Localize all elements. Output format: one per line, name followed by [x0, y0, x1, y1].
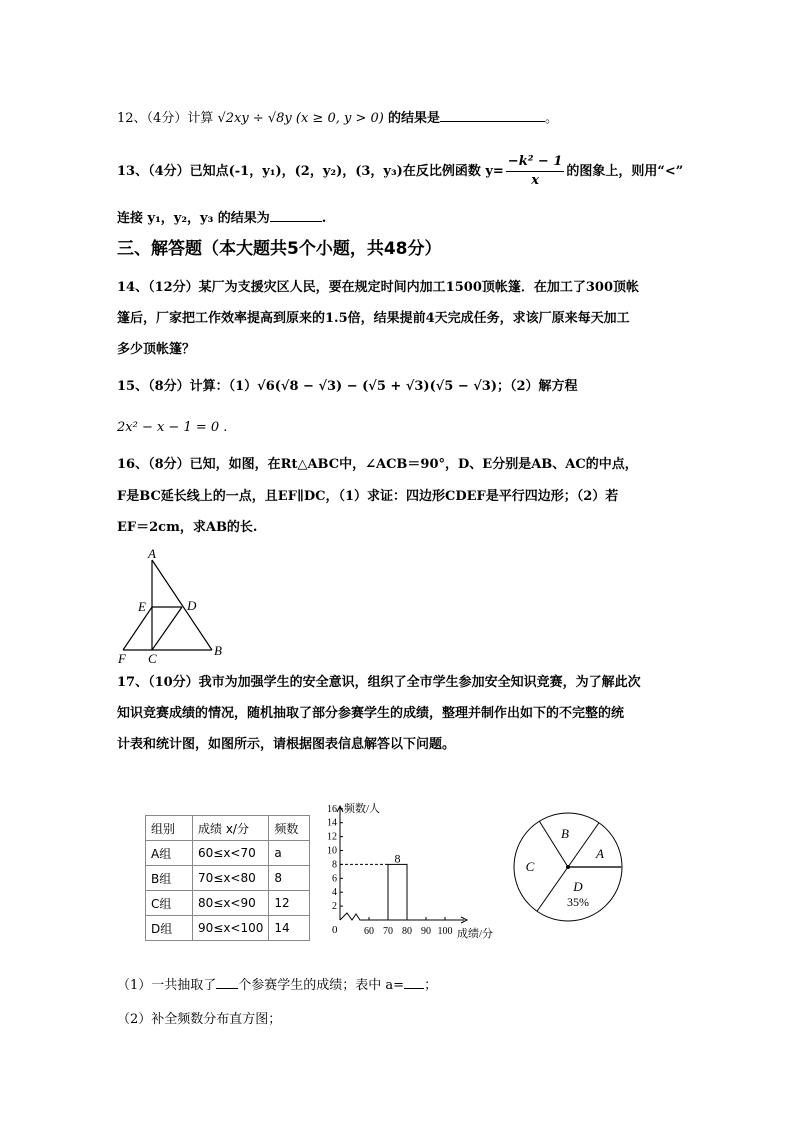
cell: 80≤x<90	[193, 891, 269, 916]
y-tick-label: 6	[332, 873, 337, 885]
question-15-line2: 2x² − x − 1 = 0 .	[117, 420, 228, 435]
y-tick-label: 4	[332, 887, 337, 899]
y-tick-label: 2	[332, 901, 337, 913]
cell: 90≤x<100	[193, 916, 269, 941]
cell: 12	[269, 891, 310, 916]
label-D: D	[187, 598, 197, 613]
x-tick-label: 80	[402, 926, 412, 937]
question-17-line1: 17、（10分）我市为加强学生的安全意识，组织了全市学生参加安全知识竞赛，为了解此次	[117, 675, 641, 690]
cell: B组	[146, 866, 193, 891]
x-axis-label: 成绩/分	[457, 928, 494, 940]
x-tick-label: 70	[383, 926, 393, 937]
label-A: A	[148, 546, 156, 561]
slice-label: D	[573, 879, 583, 894]
x-tick-label: 100	[437, 926, 453, 937]
q12-expression: √2xy ÷ √8y (x ≥ 0, y > 0)	[217, 111, 384, 126]
slice-percent: 35%	[567, 895, 589, 909]
cell: D组	[146, 916, 193, 941]
q13-suffix: 的图象上，则用“<”	[566, 164, 684, 179]
q13-prefix: 13、（4分）已知点(-1，y₁)，(2，y₂)，(3，y₃)在反比例函数 y=	[117, 164, 504, 179]
label-B: B	[214, 643, 222, 658]
label-C: C	[148, 651, 157, 666]
fraction-numerator: −k² − 1	[506, 153, 565, 172]
sub-question-1	[117, 976, 437, 995]
section-heading: 三、解答题（本大题共5个小题，共48分）	[117, 239, 442, 259]
y-tick-label: 12	[327, 831, 337, 843]
question-17-line3: 计表和统计图，如图所示，请根据图表信息解答以下问题。	[117, 737, 456, 752]
y-tick-label: 10	[327, 845, 337, 857]
answer-blank	[216, 976, 238, 989]
header-cell: 组别	[146, 816, 193, 841]
question-15-line1: 15、（8分）计算：（1）√6(√8 − √3) − (√5 + √3)(√5 − √3)；（2）解方程	[117, 379, 578, 394]
x-tick-label: 60	[364, 926, 374, 937]
cell: 14	[269, 916, 310, 941]
sub-question-2: （2）补全频数分布直方图；	[117, 1012, 282, 1027]
slice-label: C	[525, 859, 535, 874]
question-17-line2: 知识竞赛成绩的情况，随机抽取了部分参赛学生的成绩，整理并制作出如下的不完整的统	[117, 706, 625, 721]
sub1-text-a: （1）一共抽取了	[117, 978, 217, 993]
slice-label: B	[561, 826, 569, 841]
q13-end: .	[321, 211, 327, 226]
header-cell: 成绩 x/分	[193, 816, 269, 841]
q12-prefix: 12、（4分）计算	[117, 111, 214, 126]
label-F: F	[118, 651, 126, 666]
cell: 70≤x<80	[193, 866, 269, 891]
slice-label: A	[596, 846, 604, 861]
cell: 60≤x<70	[193, 841, 269, 866]
pie-center	[566, 865, 570, 869]
cell: A组	[146, 841, 193, 866]
question-16-line2: F是BC延长线上的一点，且EF∥DC，（1）求证：四边形CDEF是平行四边形；（2）若	[117, 489, 619, 504]
question-16-line3: EF＝2cm，求AB的长.	[117, 520, 258, 535]
bar-label: 8	[394, 851, 401, 866]
question-14-line3: 多少顶帐篷？	[117, 342, 196, 357]
q12-suffix: 的结果是	[387, 111, 440, 126]
question-16-line1: 16、（8分）已知，如图，在Rt△ABC中，∠ACB＝90°，D、E分别是AB、AC的中点，	[117, 457, 638, 472]
x-tick-label: 90	[421, 926, 431, 937]
y-axis-label: 频数/人	[344, 803, 381, 815]
cell: 8	[269, 866, 310, 891]
cell: C组	[146, 891, 193, 916]
y-tick-label: 16	[327, 803, 337, 815]
label-E: E	[138, 599, 146, 614]
question-14-line2: 篷后，厂家把工作效率提高到原来的1.5倍，结果提前4天完成任务，求该厂原来每天加工	[117, 311, 630, 326]
question-14-line1: 14、（12分）某厂为支援灾区人民，要在规定时间内加工1500顶帐篷．在加工了300顶帐	[117, 280, 639, 295]
q13-line2-text: 连接 y₁，y₂，y₃ 的结果为	[117, 211, 270, 226]
y-tick-label: 14	[327, 817, 337, 829]
y-tick-label: 8	[332, 859, 337, 871]
fraction-denominator: x	[531, 173, 539, 188]
sub1-text-c: ；	[424, 978, 438, 993]
sub1-text-b: 个参赛学生的成绩；表中 a=	[238, 978, 405, 993]
answer-blank	[404, 976, 424, 989]
q12-end: 。	[544, 111, 558, 126]
origin-label: 0	[332, 924, 338, 936]
cell: a	[269, 841, 310, 866]
header-cell: 频数	[269, 816, 310, 841]
